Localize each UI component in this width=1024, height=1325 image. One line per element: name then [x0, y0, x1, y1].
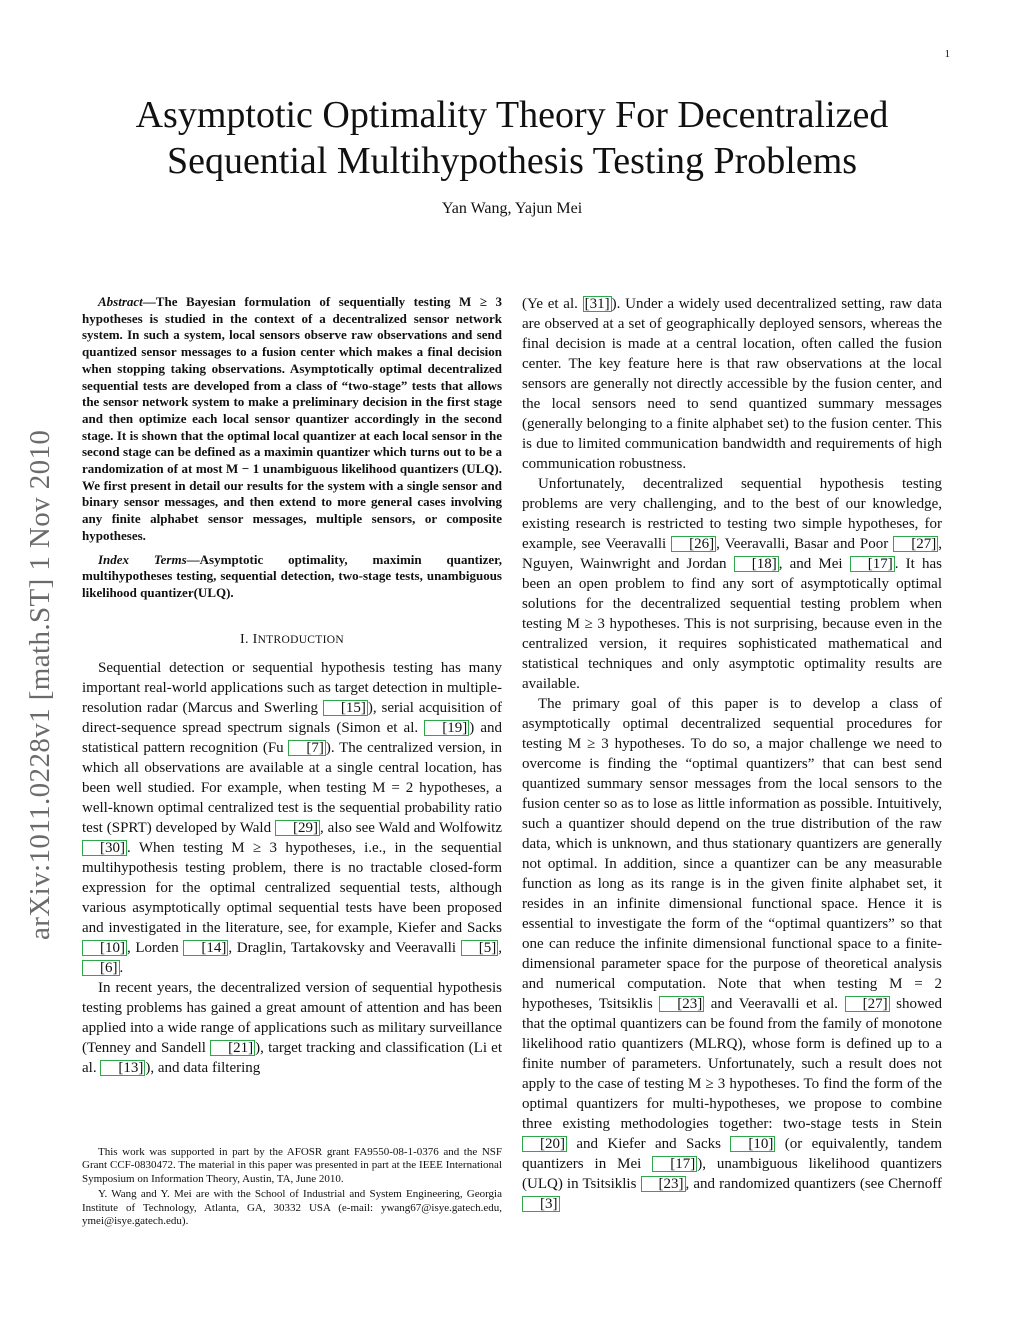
footnote-affiliation: Y. Wang and Y. Mei are with the School of Industrial and System Engineering, Georgia Institute of Technology, Atlanta, GA, 30332 USA (e-mail: ywang67@isye.gatech.edu, ymei@isye.gatech.edu). [82, 1188, 502, 1228]
citation-link[interactable]: [18] [734, 556, 779, 572]
authors: Yan Wang, Yajun Mei [441, 200, 583, 217]
citation-link[interactable]: [3] [522, 1196, 560, 1212]
citation-link[interactable]: [14] [183, 940, 228, 956]
citation-link[interactable]: [30] [82, 840, 127, 856]
intro-paragraph-5: The primary goal of this paper is to develop a class of asymptotically optimal decentralized sequential procedures for testing M ≥ 3 hypotheses. To do so, a major challenge we need to overcome is finding the “optimal quantizers” that can best send quantized summary sensor messages from the local sensors to the fusion center so as to lose as little information as possible. Intuitively, such a quantizer should depend on the true distribution of the raw data, which is unknown, and thus stationary quantizers are generally not optimal. In addition, since a quantizer can be any measurable function as long as its range is in the given finite alphabet set, it resides in an infinite dimensional functional space. Hence it is essential to investigate the form of the “optimal quantizers” so that one can reduce the infinite dimensional functional space to a finite-dimensional parameter space for the purpose of theoretical analysis and numerical computation. Note that when testing M = 2 hypotheses, Tsitsiklis [23] and Veeravalli et al. [27] showed that the optimal quantizers can be found from the family of monotone likelihood ratio quantizers (MLRQ), whose form is defined up to a finite number of parameters. Unfortunately, such a result does not apply to the case of testing M ≥ 3 hypotheses. To find the form of the optimal quantizers for multi-hypotheses, we propose to combine three existing methodologies together: two-stage tests in Stein [20] and Kiefer and Sacks [10] (or equivalently, tandem quantizers in Mei [17] ), unambiguous likelihood quantizers (ULQ) in Tsitsiklis [23] , and randomized quantizers (see Chernoff [3] [522, 696, 942, 1212]
title-line-2: Sequential Multihypothesis Testing Problems [166, 140, 858, 182]
citation-link[interactable]: [26] [671, 536, 716, 552]
footnote-funding: This work was supported in part by the AFOSR grant FA9550-08-1-0376 and the NSF Grant CCF-0830472. The material in this paper was presented in part at the IEEE International Symposium on Information Theory, Austin, TA, June 2010. [82, 1146, 502, 1185]
section-heading-introduction [82, 632, 502, 648]
citation-link[interactable]: [10] [730, 1136, 775, 1152]
citation-link[interactable]: [31] [584, 296, 610, 312]
footnotes [82, 1146, 502, 1230]
citation-link[interactable]: [29] [275, 820, 320, 836]
intro-paragraph-1: Sequential detection or sequential hypothesis testing has many important real-world applications such as target detection in multiple-resolution radar (Marcus and Swerling [15] ), serial acquisition of direct-sequence spread spectrum signals (Simon et al. [19] ) and statistical pattern recognition (Fu [7] ). The centralized version, in which all observations are available at a single central location, has been well studied. For example, when testing M = 2 hypotheses, a well-known optimal centralized test is the sequential probability ratio test (SPRT) developed by Wald [29] , also see Wald and Wolfowitz [30] . When testing M ≥ 3 hypotheses, i.e., in the sequential multihypothesis testing problem, there is no tractable closed-form expression for the optimal centralized sequential tests, although various asymptotically optimal sequential tests have been proposed and investigated in the literature, see, for example, Kiefer and Sacks [10] , Lorden [14] , Draglin, Tartakovsky and Veeravalli [5] , [6] . [82, 659, 503, 976]
citation-link[interactable]: [6] [82, 960, 120, 976]
citation-link[interactable]: [23] [641, 1176, 686, 1192]
citation-link[interactable]: [13] [100, 1060, 145, 1076]
abstract-label: Abstract [98, 294, 143, 309]
title-line-1: Asymptotic Optimality Theory For Decentralized [135, 94, 889, 136]
citation-link[interactable]: [17] [652, 1156, 697, 1172]
abstract-text: —The Bayesian formulation of sequentially testing M ≥ 3 hypotheses is studied in the context of a decentralized sensor network system. In such a system, local sensors observe raw observations and send quantized sensor messages to a fusion center which makes a final decision when stopping taking observations. Asymptotically optimal decentralized sequential tests are developed from a class of “two-stage” tests that allows the sensor network system to make a preliminary decision in the first stage and then optimize each local sensor quantizer accordingly in the second stage. It is shown that the optimal local quantizer at each local sensor in the second stage can be defined as a maximin quantizer which turns out to be a randomization of at most M − 1 unambiguous likelihood quantizers (ULQ). We first present in detail our results for the system with a single sensor and binary sensor messages, and then extend to more general cases involving any finite alphabet sensor messages, multiple sensors, or composite hypotheses. [82, 294, 502, 543]
citation-link[interactable]: [23] [659, 996, 704, 1012]
citation-link[interactable]: [17] [850, 556, 895, 572]
section-number: I. [240, 631, 253, 647]
citation-link[interactable]: [19] [424, 720, 469, 736]
right-column [522, 294, 942, 1214]
index-terms [82, 552, 502, 602]
paper-title [60, 92, 964, 184]
citation-link[interactable]: [5] [461, 940, 499, 956]
page-number: 1 [944, 48, 950, 60]
intro-paragraph-2: In recent years, the decentralized version of sequential hypothesis testing problems has gained a great amount of attention and has been applied into a wide range of applications such as military surveillance (Tenney and Sandell [21] ), target tracking and classification (Li et al. [13] ), and data filtering [82, 979, 503, 1076]
section-title-first: I [252, 631, 258, 647]
intro-paragraph-4: Unfortunately, decentralized sequential hypothesis testing problems are very challenging, and to the best of our knowledge, existing research is restricted to testing two simple hypotheses, for example, see Veeravalli [26] , Veeravalli, Basar and Poor [27] , Nguyen, Wainwright and Jordan [18] , and Mei [17] . It has been an open problem to find any sort of asymptotically optimal solutions for the decentralized sequential testing problem when testing M ≥ 3 hypotheses. This is not surprising, because even in the centralized version, it requires sophisticated mathematical and statistical techniques and only asymptotic optimality results are available. [522, 476, 942, 692]
citation-link[interactable]: [7] [288, 740, 326, 756]
citation-link[interactable]: [20] [522, 1136, 567, 1152]
citation-link[interactable]: [15] [323, 700, 368, 716]
citation-link[interactable]: [27] [845, 996, 890, 1012]
section-title-rest: NTRODUCTION [257, 633, 344, 646]
citation-link[interactable]: [21] [210, 1040, 255, 1056]
intro-paragraph-3: (Ye et al. [31] ). Under a widely used decentralized setting, raw data are observed at a set of geographically deployed sensors, whereas the final decision is made at a central location, often called the fusion center. The key feature here is that raw observations at the local sensors are generally not directly accessible by the fusion center, and the local sensors need to send quantized summary messages (generally belonging to a finite alphabet set) to the fusion center. This is due to limited communication bandwidth and requirements of high communication robustness. [522, 296, 942, 472]
abstract [82, 294, 502, 545]
arxiv-identifier: arXiv:1011.0228v1 [math.ST] 1 Nov 2010 [24, 429, 56, 940]
citation-link[interactable]: [27] [893, 536, 938, 552]
index-terms-label: Index Terms [98, 551, 187, 567]
citation-link[interactable]: [10] [82, 940, 127, 956]
index-terms-text: —Asymptotic optimality, maximin quantizer, multihypotheses testing, sequential detection, two-stage tests, unambiguous likelihood quantizer(ULQ). [82, 551, 502, 600]
left-column [82, 294, 502, 1078]
